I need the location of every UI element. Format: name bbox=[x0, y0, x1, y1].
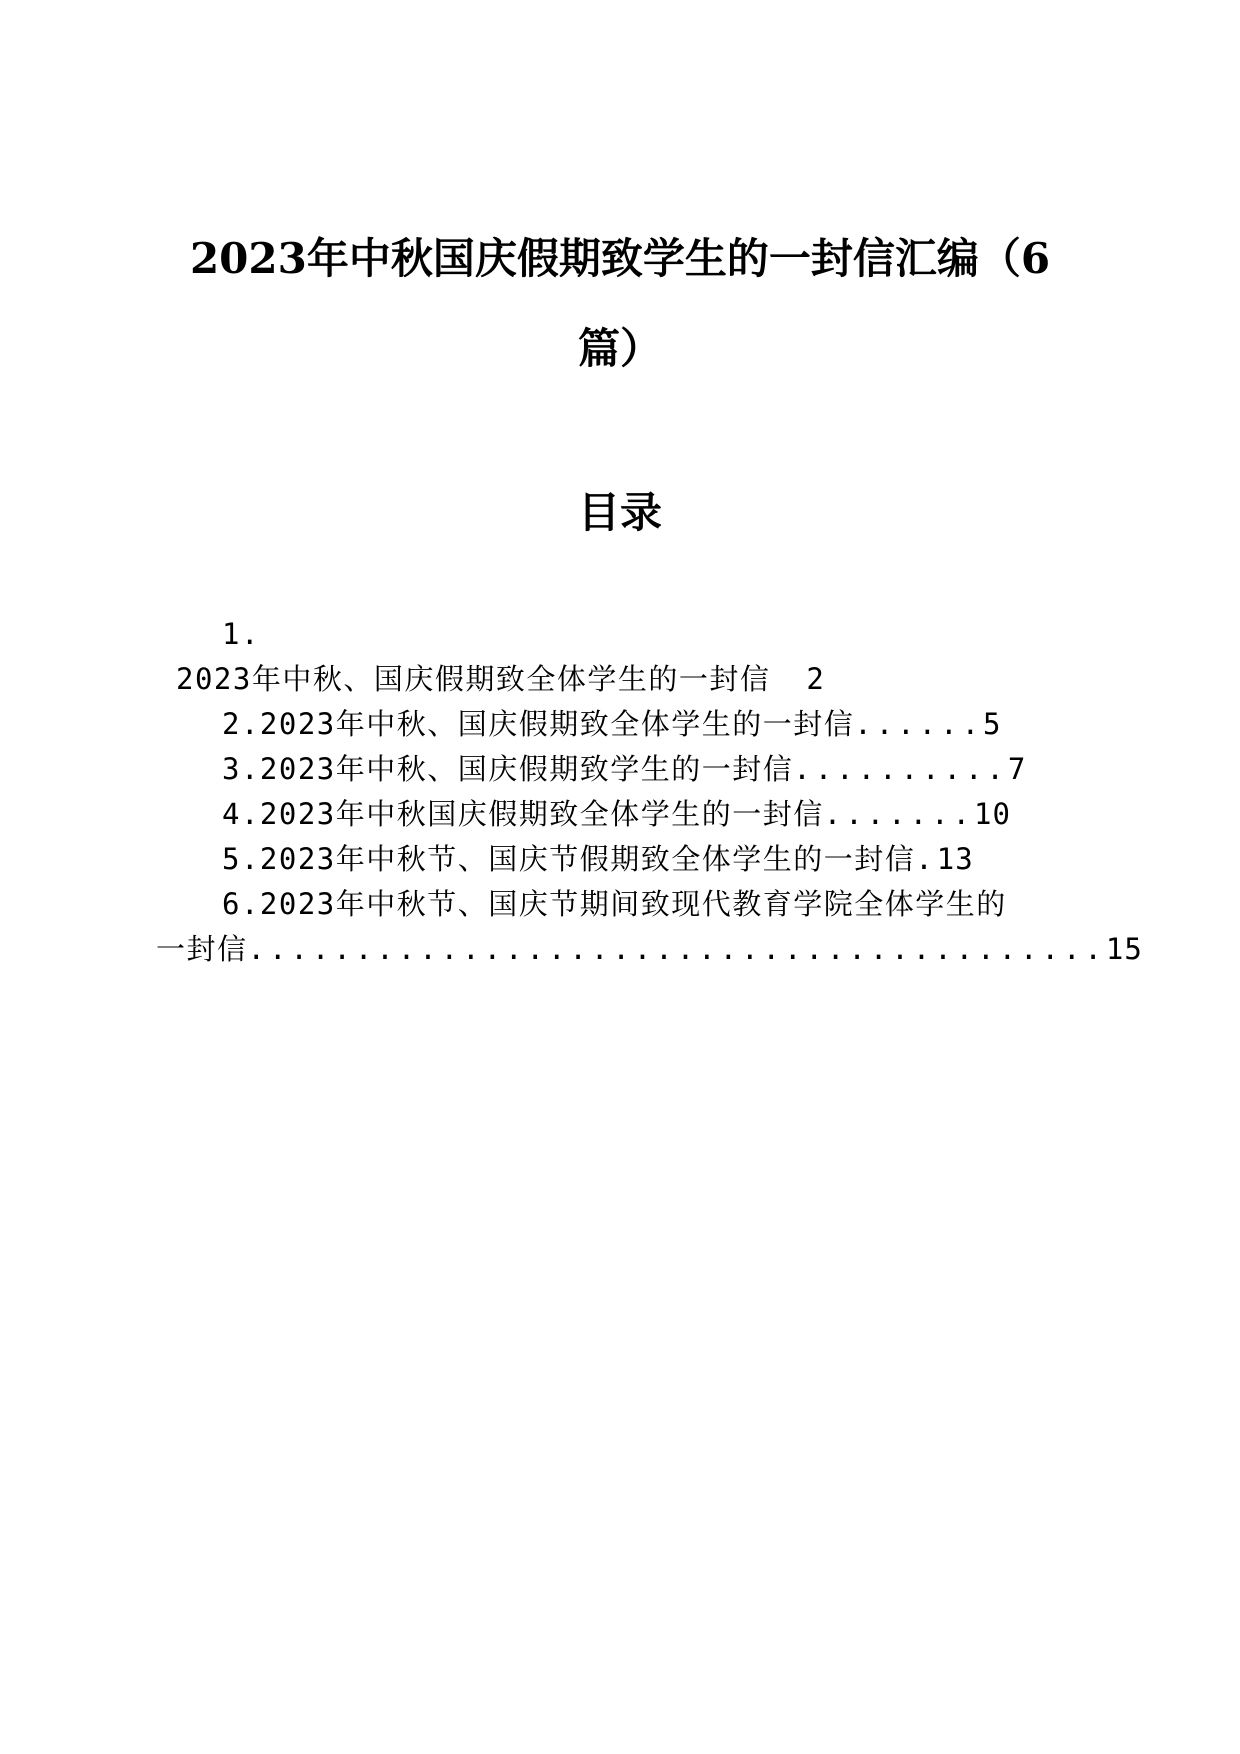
toc-entry-1[interactable] bbox=[176, 659, 825, 699]
toc-entry-leader: . bbox=[915, 842, 937, 876]
toc-entry-page: 10 bbox=[973, 797, 1011, 831]
document-title-line-2: 篇） bbox=[577, 324, 662, 373]
toc-entry-4[interactable] bbox=[222, 794, 1011, 834]
toc-entry-text: 2023年中秋、国庆假期致学生的一封信 bbox=[259, 752, 794, 786]
toc-entry-number: 4. bbox=[222, 797, 260, 831]
toc-entry-leader: ...... bbox=[854, 707, 984, 741]
toc-entry-page: 7 bbox=[1007, 752, 1027, 786]
toc-entry-text-line-1: 2023年中秋节、国庆节期间致现代教育学院全体学生的 bbox=[259, 887, 1007, 921]
toc-entry-number: 3. bbox=[222, 752, 260, 786]
toc-entry-text: 2023年中秋节、国庆节假期致全体学生的一封信 bbox=[259, 842, 916, 876]
toc-entry-page: 13 bbox=[936, 842, 974, 876]
toc-entry-3[interactable] bbox=[222, 749, 1026, 789]
toc-entry-text-line-2: 一封信 bbox=[156, 932, 248, 966]
toc-entry-2[interactable] bbox=[222, 704, 1002, 744]
toc-entry-leader: ....... bbox=[823, 797, 974, 831]
toc-entry-number: 5. bbox=[222, 842, 260, 876]
toc-entry-5[interactable] bbox=[222, 839, 974, 879]
toc-entry-6[interactable] bbox=[222, 884, 1007, 924]
toc-heading: 目录 bbox=[577, 488, 662, 537]
toc-entry-page: 15 bbox=[1105, 932, 1143, 966]
toc-entry-number: 6. bbox=[222, 887, 260, 921]
toc-entry-number: 2. bbox=[222, 707, 260, 741]
toc-entry-page: 2 bbox=[806, 662, 825, 696]
toc-entry-6-continued[interactable] bbox=[156, 929, 1143, 969]
toc-entry-text: 2023年中秋、国庆假期致全体学生的一封信 bbox=[259, 707, 855, 741]
toc-entry-1-number[interactable] bbox=[222, 614, 260, 654]
toc-entry-text: 2023年中秋国庆假期致全体学生的一封信 bbox=[259, 797, 824, 831]
document-title-line-1: 2023年中秋国庆假期致学生的一封信汇编（6 bbox=[189, 234, 1051, 283]
toc-entry-page: 5 bbox=[983, 707, 1002, 741]
toc-entry-leader: ........................................ bbox=[247, 932, 1106, 966]
toc-entry-leader: .......... bbox=[793, 752, 1008, 786]
toc-entry-text: 2023年中秋、国庆假期致全体学生的一封信 bbox=[176, 662, 771, 696]
toc-entry-number: 1. bbox=[222, 617, 260, 651]
